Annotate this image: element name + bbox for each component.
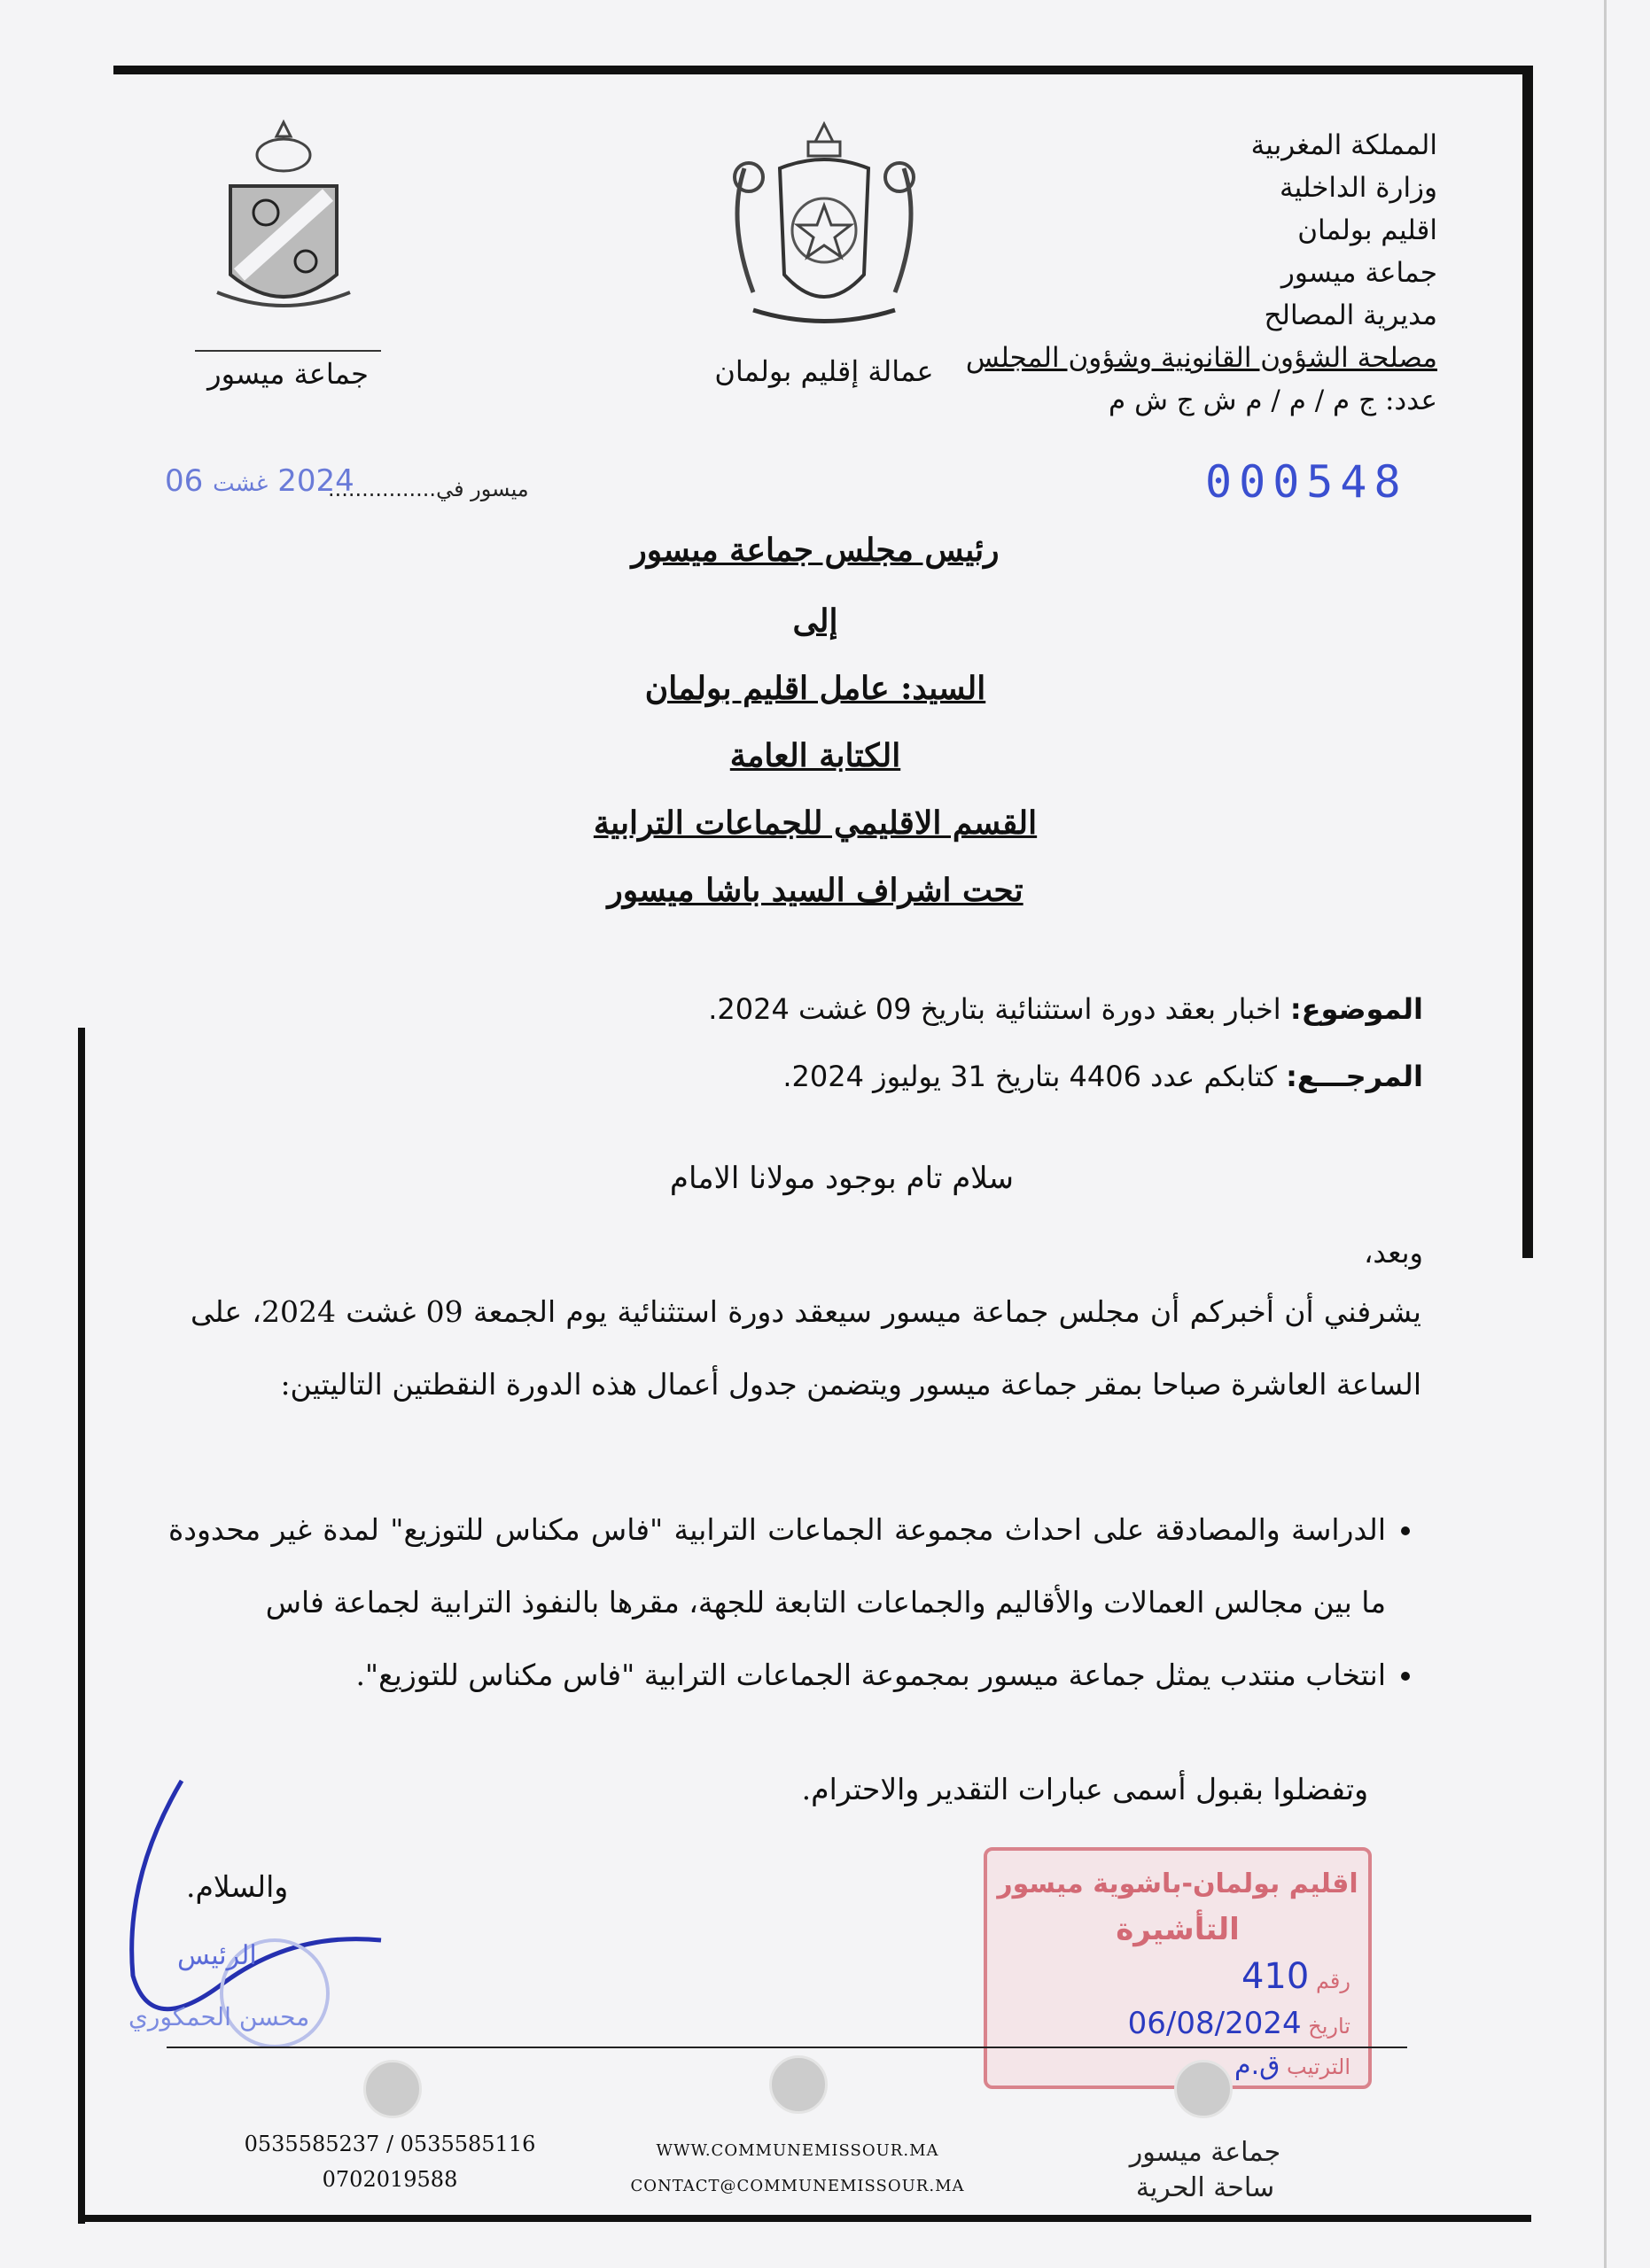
reference-text: كتابكم عدد 4406 بتاريخ 31 يوليوز 2024. bbox=[782, 1060, 1277, 1093]
salutation: سلام تام بوجود مولانا الامام bbox=[669, 1161, 1015, 1196]
footer-phones bbox=[244, 2126, 536, 2197]
commune-crest-icon bbox=[204, 115, 363, 337]
letterhead-block bbox=[965, 124, 1437, 422]
subject-line bbox=[271, 992, 1423, 1026]
address-line-2: ساحة الحرية bbox=[1135, 2172, 1275, 2203]
agenda-list bbox=[168, 1494, 1421, 1712]
phone-icon bbox=[363, 2060, 422, 2118]
date-stamp bbox=[165, 463, 354, 499]
agenda-item: • الدراسة والمصادقة على احداث مجموعة الجماعات الترابية "فاس مكناس للتوزيع" لمدة غير محدودة ما بين مجالس العمالات والأقاليم والجماعات التابعة للجهة، مقرها بالنفوذ الترابية لجماعة فاس bbox=[168, 1494, 1386, 1639]
prefecture-label: عمالة إقليم بولمان bbox=[714, 354, 934, 388]
letterhead-line: مديرية المصالح bbox=[1264, 299, 1437, 331]
opening: وبعد، bbox=[1364, 1236, 1423, 1270]
signer-title: الرئيس bbox=[177, 1940, 257, 1971]
website-link[interactable]: WWW.COMMUNEMISSOUR.MA bbox=[656, 2141, 939, 2160]
stamp-number: 410 bbox=[1241, 1956, 1310, 1997]
to-label: إلى bbox=[792, 602, 838, 640]
sender-title: رئيس مجلس جماعة ميسور bbox=[631, 532, 1000, 569]
body-paragraph: يشرفني أن أخبركم أن مجلس جماعة ميسور سيعقد دورة استثنائية يوم الجمعة 09 غشت 2024، على الساعة العاشرة صباحا بمقر جماعة ميسور ويتضمن جدول أعمال هذه الدورة النقطتين التاليتين: bbox=[191, 1294, 1421, 1402]
reference-line bbox=[271, 1060, 1423, 1093]
reference-code-label: عدد: bbox=[1384, 384, 1437, 416]
footer-address bbox=[1081, 2135, 1329, 2206]
web-icon bbox=[769, 2055, 828, 2114]
date-month: غشت bbox=[213, 470, 269, 497]
recipient-name: السيد: عامل اقليم بولمان bbox=[644, 670, 986, 707]
reference-code-row bbox=[1109, 379, 1437, 422]
frame-left-border bbox=[78, 1028, 85, 2224]
address-line-1: جماعة ميسور bbox=[1129, 2137, 1281, 2168]
letterhead-line: مصلحة الشؤون القانونية وشؤون المجلس bbox=[965, 342, 1437, 374]
mobile-number: 0702019588 bbox=[322, 2167, 458, 2192]
stamp-number-row: رقم 410 bbox=[1241, 1956, 1350, 1997]
email-link[interactable]: CONTACT@COMMUNEMISSOUR.MA bbox=[630, 2177, 965, 2195]
phone-numbers: 0535585237 / 0535585116 bbox=[244, 2132, 536, 2156]
signoff: والسلام. bbox=[186, 1869, 289, 1904]
letterhead-line: اقليم بولمان bbox=[1297, 214, 1437, 246]
reference-label: المرجـــع: bbox=[1286, 1060, 1423, 1093]
subject-text: اخبار بعقد دورة استثنائية بتاريخ 09 غشت 2024. bbox=[708, 992, 1281, 1026]
footer-divider bbox=[167, 2047, 1407, 2048]
stamp-order-row: الترتيب ق.م bbox=[1234, 2050, 1350, 2081]
stamp-title: التأشيرة bbox=[1116, 1912, 1240, 1947]
date-day: 06 bbox=[165, 463, 204, 499]
recipient-line-1: الكتابة العامة bbox=[729, 737, 901, 774]
date-year: 2024 bbox=[277, 463, 354, 499]
recipient-line-3: تحت اشراف السيد باشا ميسور bbox=[607, 872, 1023, 909]
visa-stamp bbox=[984, 1847, 1372, 2089]
letterhead-line: جماعة ميسور bbox=[1280, 257, 1437, 289]
closing-formula: وتفضلوا بقبول أسمى عبارات التقدير والاحترام. bbox=[801, 1772, 1368, 1806]
recipient-line-2: القسم الاقليمي للجماعات الترابية bbox=[593, 804, 1038, 842]
commune-label: جماعة ميسور bbox=[195, 350, 381, 391]
stamp-date-row: تاريخ 06/08/2024 bbox=[1127, 2006, 1350, 2041]
frame-bottom-border bbox=[78, 2215, 1531, 2222]
reference-code: ج م / م / م ش ج ش م bbox=[1109, 384, 1377, 416]
letterhead-line: وزارة الداخلية bbox=[1280, 172, 1437, 204]
frame-top-border bbox=[113, 66, 1531, 74]
agenda-item: • انتخاب منتدب يمثل جماعة ميسور بمجموعة الجماعات الترابية "فاس مكناس للتوزيع". bbox=[168, 1639, 1386, 1712]
subject-label: الموضوع: bbox=[1289, 992, 1423, 1026]
reference-number-stamp: 000548 bbox=[1205, 456, 1408, 508]
stamp-authority: اقليم بولمان-باشوية ميسور bbox=[997, 1868, 1358, 1899]
footer-web bbox=[620, 2133, 975, 2204]
stamp-order: ق.م bbox=[1234, 2050, 1280, 2081]
stamp-date: 06/08/2024 bbox=[1127, 2006, 1302, 2041]
frame-right-border bbox=[1522, 66, 1533, 1258]
location-icon bbox=[1174, 2060, 1233, 2118]
kingdom-coat-of-arms-icon bbox=[709, 115, 939, 346]
signer-name: محسن الحمكوري bbox=[128, 2002, 310, 2031]
date-line: ميسور في................ bbox=[328, 477, 529, 501]
scan-edge-line bbox=[1604, 0, 1607, 2268]
letterhead-line: المملكة المغربية bbox=[1250, 129, 1437, 161]
